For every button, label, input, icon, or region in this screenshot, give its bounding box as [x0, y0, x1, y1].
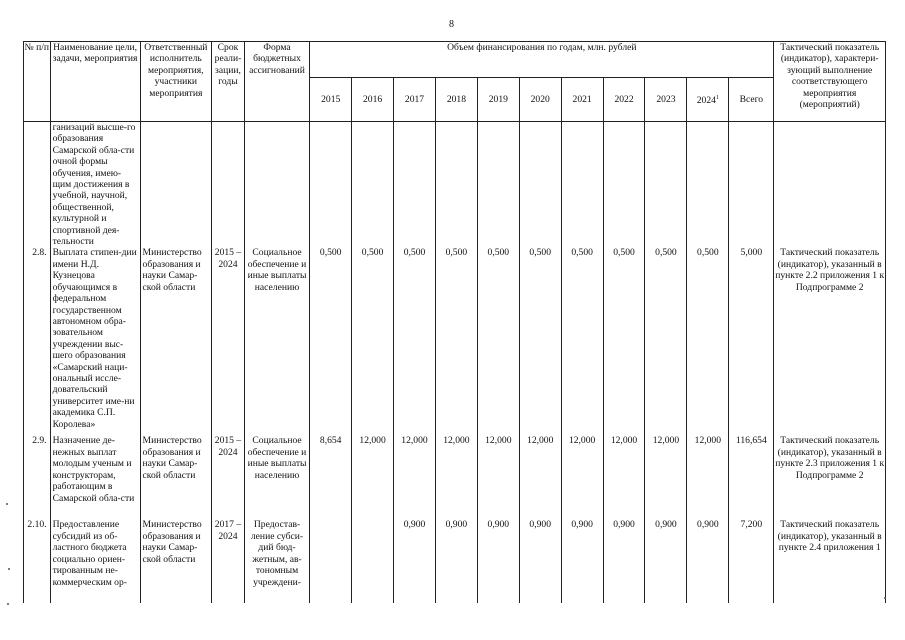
year-value: 0,500 [477, 247, 519, 435]
responsible-executor [140, 122, 212, 248]
header-year: 2021 [561, 78, 603, 122]
total-value [729, 122, 774, 248]
year-value: 0,500 [561, 247, 603, 435]
implementation-term: 2015 – 2024 [212, 247, 245, 435]
funding-table [23, 41, 886, 603]
scan-speck [884, 597, 886, 599]
budget-form: Социальное обеспечение и иные выплаты населению [244, 247, 309, 435]
year-value: 0,900 [435, 519, 477, 603]
header-year: 2017 [394, 78, 436, 122]
measure-name: Назначение де-нежных выплат молодым ученым и конструкторам, работающим в Самарской обла-сти [50, 435, 140, 519]
responsible-executor: Министерство образования и науки Самар-ской области [140, 519, 212, 603]
budget-form: Социальное обеспечение и иные выплаты населению [244, 435, 309, 519]
year-value: 0,900 [687, 519, 729, 603]
year-value: 0,500 [603, 247, 645, 435]
header-year: 2018 [435, 78, 477, 122]
header-year: 2019 [477, 78, 519, 122]
table-row [24, 247, 886, 435]
year-value: 0,500 [435, 247, 477, 435]
year-value [352, 122, 394, 248]
header-year: 2023 [645, 78, 687, 122]
scan-speck [8, 568, 10, 570]
year-value: 0,500 [310, 247, 352, 435]
year-value [394, 122, 436, 248]
header-funding: Объем финансирования по годам, млн. рублей [310, 42, 774, 78]
year-value [310, 122, 352, 248]
year-value [687, 122, 729, 248]
year-value: 0,500 [645, 247, 687, 435]
year-value [603, 122, 645, 248]
year-value: 12,000 [645, 435, 687, 519]
total-value: 5,000 [729, 247, 774, 435]
tactical-indicator [774, 122, 886, 248]
header-indicator: Тактический показатель (индикатор), характери-зующий выполнение соответствующего мероприятия (мероприятий) [774, 42, 886, 122]
row-number: 2.9. [24, 435, 51, 519]
year-value: 12,000 [519, 435, 561, 519]
implementation-term: 2017 – 2024 [212, 519, 245, 603]
budget-form: Предостав-ление субси-дий бюд-жетным, ав-тономным учреждени- [244, 519, 309, 603]
measure-name: ганизаций высше-го образования Самарской обла-сти очной формы обучения, имею-щим достижения в учебной, научной, общественной, культурной и спортивной дея-тельности [50, 122, 140, 248]
header-form: Форма бюджетных ассигнований [244, 42, 309, 122]
header-term: Срок реали-зации, годы [212, 42, 245, 122]
total-value: 116,654 [729, 435, 774, 519]
measure-name: Выплата стипен-дии имени Н.Д. Кузнецова обучающимся в федеральном государственном автономном обра-зовательном учреждении выс-шего образования «Самарский наци-ональный иссле-довательский университет име-ни академика С.П. Королева» [50, 247, 140, 435]
year-value: 0,900 [603, 519, 645, 603]
year-value: 0,500 [352, 247, 394, 435]
tactical-indicator: Тактический показатель (индикатор), указанный в пункте 2.3 приложения 1 к Подпрограмме 2 [774, 435, 886, 519]
total-value: 7,200 [729, 519, 774, 603]
year-value: 12,000 [687, 435, 729, 519]
scan-speck [7, 603, 9, 605]
header-name: Наименование цели, задачи, мероприятия [50, 42, 140, 122]
year-value [352, 519, 394, 603]
year-value: 8,654 [310, 435, 352, 519]
year-value: 0,900 [394, 519, 436, 603]
row-number: 2.10. [24, 519, 51, 603]
table-row [24, 435, 886, 519]
page-number: 8 [449, 19, 454, 30]
year-value [561, 122, 603, 248]
header-year: 2022 [603, 78, 645, 122]
year-value: 0,900 [645, 519, 687, 603]
tactical-indicator: Тактический показатель (индикатор), указанный в пункте 2.4 приложения 1 [774, 519, 886, 603]
year-value: 12,000 [352, 435, 394, 519]
year-value [519, 122, 561, 248]
tactical-indicator: Тактический показатель (индикатор), указанный в пункте 2.2 приложения 1 к Подпрограмме 2 [774, 247, 886, 435]
year-value [477, 122, 519, 248]
scan-speck [6, 503, 8, 505]
header-num: № п/п [24, 42, 51, 122]
year-value: 0,500 [687, 247, 729, 435]
year-value: 0,500 [394, 247, 436, 435]
year-value: 12,000 [477, 435, 519, 519]
year-value: 0,500 [519, 247, 561, 435]
year-value [645, 122, 687, 248]
year-value [310, 519, 352, 603]
year-value: 12,000 [561, 435, 603, 519]
table-row [24, 519, 886, 603]
row-number [24, 122, 51, 248]
year-value: 12,000 [435, 435, 477, 519]
header-responsible: Ответственный исполнитель мероприятия, участники мероприятия [140, 42, 212, 122]
header-year: 2024$^1$ [687, 78, 729, 122]
year-value: 12,000 [603, 435, 645, 519]
responsible-executor: Министерство образования и науки Самар-ской области [140, 247, 212, 435]
year-value: 0,900 [561, 519, 603, 603]
table-row [24, 122, 886, 248]
implementation-term: 2015 – 2024 [212, 435, 245, 519]
year-value [435, 122, 477, 248]
year-value: 12,000 [394, 435, 436, 519]
header-year: 2020 [519, 78, 561, 122]
row-number: 2.8. [24, 247, 51, 435]
header-year: 2015 [310, 78, 352, 122]
year-value: 0,900 [519, 519, 561, 603]
measure-name: Предоставление субсидий из об-ластного бюджета социально ориен-тированным не-коммерческим ор- [50, 519, 140, 603]
header-year: 2016 [352, 78, 394, 122]
responsible-executor: Министерство образования и науки Самар-ской области [140, 435, 212, 519]
header-total: Всего [729, 78, 774, 122]
budget-form [244, 122, 309, 248]
year-value: 0,900 [477, 519, 519, 603]
implementation-term [212, 122, 245, 248]
footnote-mark: 1 [715, 94, 719, 101]
